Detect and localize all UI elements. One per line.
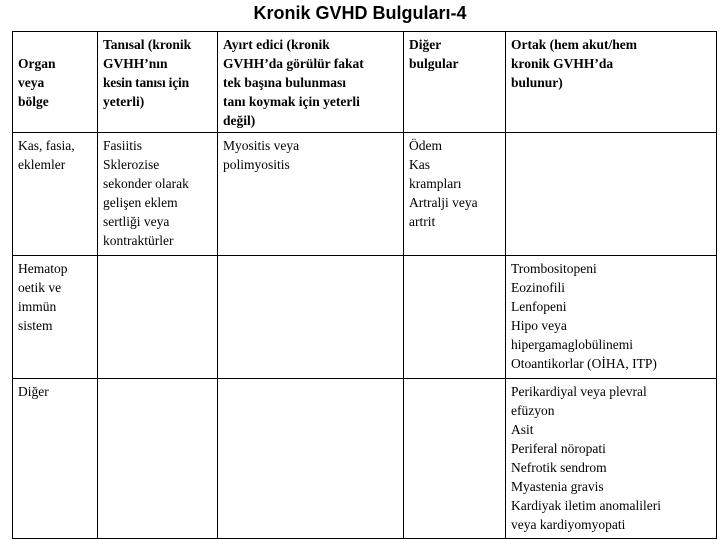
- table-row: [13, 379, 717, 539]
- row-diagnostic-cell: [98, 256, 218, 379]
- row-diagnostic-cell: [98, 379, 218, 539]
- row-distinctive-cell: [218, 256, 404, 379]
- row-organ-cell: Hematop oetik ve immün sistem: [13, 256, 98, 379]
- header-other: Diğer bulgular: [404, 32, 506, 133]
- gvhd-findings-table: [12, 31, 717, 539]
- header-common: Ortak (hem akut/hem kronik GVHH’da bulunur): [506, 32, 717, 133]
- row-common-cell: Perikardiyal veya plevral efüzyon Asit Periferal nöropati Nefrotik sendrom Myastenia gravis Kardiyak iletim anomalileri veya kardiyomyopati: [506, 379, 717, 539]
- row-common-cell: [506, 133, 717, 256]
- row-other-cell: Ödem Kas krampları Artralji veya artrit: [404, 133, 506, 256]
- row-distinctive-cell: [218, 379, 404, 539]
- page-title: Kronik GVHD Bulguları-4: [253, 3, 467, 23]
- row-other-cell: [404, 379, 506, 539]
- table-header-row: [13, 32, 717, 133]
- row-diagnostic-cell: Fasiitis Sklerozise sekonder olarak gelişen eklem sertliği veya kontraktürler: [98, 133, 218, 256]
- header-organ: Organ veya bölge: [13, 32, 98, 133]
- table-row: [13, 256, 717, 379]
- header-diagnostic: Tanısal (kronik GVHH’nın kesin tanısı için yeterli): [98, 32, 218, 133]
- header-distinctive: Ayırt edici (kronik GVHH’da görülür fakat tek başına bulunması tanı koymak için yeterli değil): [218, 32, 404, 133]
- row-organ-cell: Diğer: [13, 379, 98, 539]
- row-organ-cell: Kas, fasia, eklemler: [13, 133, 98, 256]
- table-row: [13, 133, 717, 256]
- row-common-cell: Trombositopeni Eozinofili Lenfopeni Hipo veya hipergamaglobülinemi Otoantikorlar (OİHA, ITP): [506, 256, 717, 379]
- row-other-cell: [404, 256, 506, 379]
- row-distinctive-cell: Myositis veya polimyositis: [218, 133, 404, 256]
